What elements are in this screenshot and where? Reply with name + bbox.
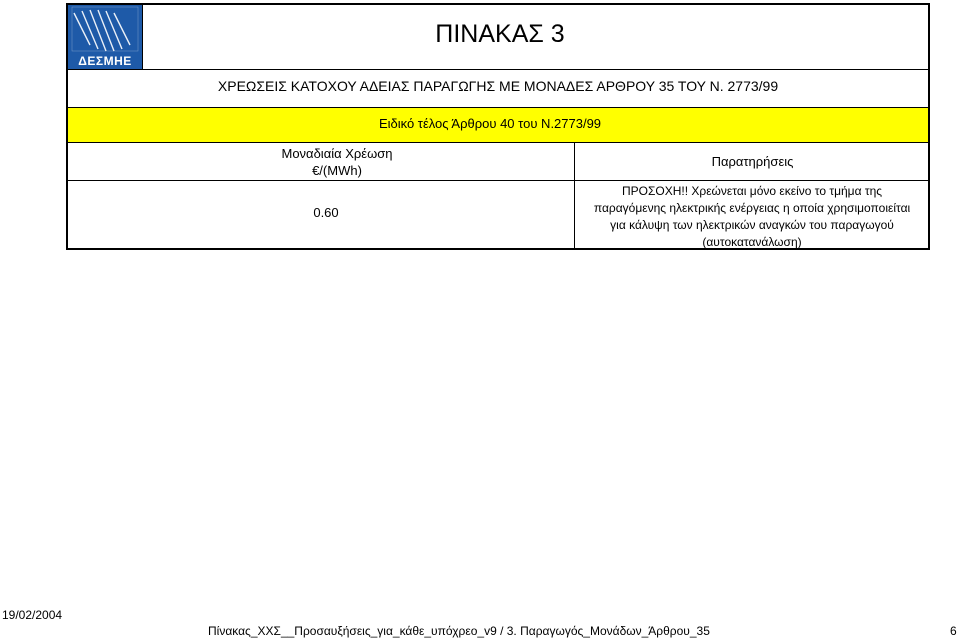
notes-line-4: (αυτοκατανάλωση) — [702, 235, 802, 249]
charge-header-line1: Μοναδιαία Χρέωση — [281, 146, 393, 161]
notes-line-1: ΠΡΟΣΟΧΗ!! Χρεώνεται μόνο εκείνο το τμήμα της — [621, 184, 883, 198]
divider-banner-bottom — [68, 142, 928, 143]
charge-value: 0.60 — [313, 205, 339, 220]
divider-header-bottom — [68, 180, 928, 181]
notes-column-header: Παρατηρήσεις — [711, 154, 794, 169]
banner-text: Ειδικό τέλος Άρθρου 40 του Ν.2773/99 — [378, 116, 602, 131]
notes-text — [577, 183, 927, 251]
footer-file-path: Πίνακας_ΧΧΣ__Προσαυξήσεις_για_κάθε_υπόχρεο_v9 / 3. Παραγωγός_Μονάδων_Άρθρου_35 — [208, 624, 710, 638]
footer-date: 19/02/2004 — [2, 608, 63, 622]
notes-line-2: παραγόμενης ηλεκτρικής ενέργειας η οποία χρησιμοποιείται — [593, 201, 911, 215]
notes-line-3: για κάλυψη των ηλεκτρικών αναγκών του παραγωγού — [610, 218, 894, 232]
divider-title-bottom — [68, 69, 928, 70]
page-title: ΠΙΝΑΚΑΣ 3 — [435, 20, 565, 48]
page-subtitle: ΧΡΕΩΣΕΙΣ ΚΑΤΟΧΟΥ ΑΔΕΙΑΣ ΠΑΡΑΓΩΓΗΣ ΜΕ ΜΟΝΑΔΕΣ ΑΡΘΡΟΥ 35 ΤΟΥ Ν. 2773/99 — [217, 78, 779, 94]
desmie-logo — [68, 5, 142, 69]
footer-page-number: 6 — [950, 624, 957, 638]
charge-header-line2: €/(MWh) — [312, 163, 362, 178]
logo-text: ΔΕΣΜΗΕ — [78, 54, 132, 68]
charge-column-header — [252, 145, 422, 179]
